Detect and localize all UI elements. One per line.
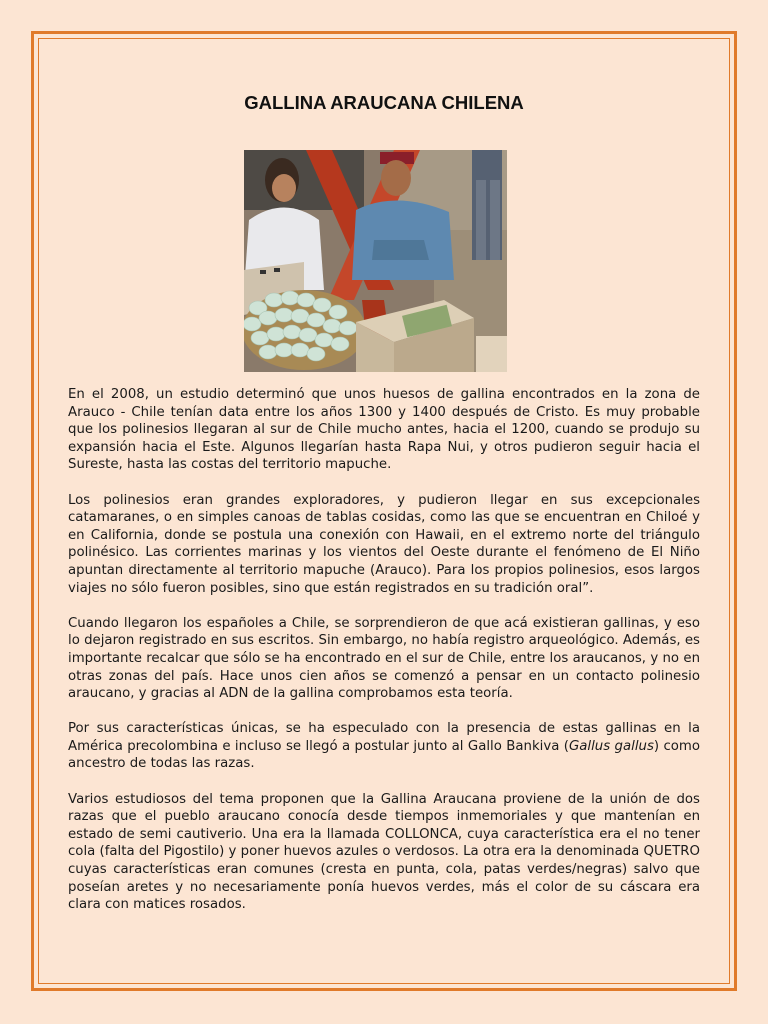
article-body bbox=[68, 386, 700, 931]
paragraph-4-text-before: Por sus características únicas, se ha especulado con la presencia de estas gallinas en la América precolombina e incluso se llegó a postular junto al Gallo Bankiva ( bbox=[68, 721, 700, 754]
paragraph-3: Cuando llegaron los españoles a Chile, se sorprendieron de que acá existieran gallinas, y eso lo dejaron registrado en sus escritos. Sin embargo, no había registro arqueológico. Además, es importante recalcar que sólo se ha encontrado en el sur de Chile, entre los araucanos, y no en otras zonas del país. Hace unos cien años se comenzó a pensar en un contacto polinesio araucano, y gracias al ADN de la gallina comprobamos esta teoría. bbox=[68, 615, 700, 702]
paragraph-4 bbox=[68, 720, 700, 773]
paragraph-4-scientific-name: Gallus gallus bbox=[568, 738, 654, 754]
document-title: GALLINA ARAUCANA CHILENA bbox=[244, 92, 524, 113]
paragraph-1: En el 2008, un estudio determinó que unos huesos de gallina encontrados en la zona de Arauco - Chile tenían data entre los años 1300 y 1400 después de Cristo. Es muy probable que los polinesios llegaran al sur de Chile mucho antes, hacia el 1200, cuando se produjo su expansión hacia el Este. Algunos llegarían hasta Rapa Nui, y otros pudieron seguir hacia el Sureste, hasta las costas del territorio mapuche. bbox=[68, 387, 700, 473]
paragraph-4-text-after: ) como ancestro de todas las razas. bbox=[68, 738, 700, 772]
paragraph-2: Los polinesios eran grandes exploradores, y pudieron llegar en sus excepcionales catamaranes, o en simples canoas de tablas cosidas, como las que se encuentran en Chiloé y en California, donde se postula una conexión con Hawaii, en el extremo norte del triángulo polinésico. Las corrientes marinas y los vientos del Oeste durante el fenómeno de El Niño apuntan directamente al territorio mapuche (Arauco). Para los propios polinesios, esos largos viajes no sólo fueron posibles, sino que están registrados en su tradición oral”. bbox=[68, 492, 700, 596]
article-photo bbox=[244, 150, 507, 372]
paragraph-5: Varios estudiosos del tema proponen que la Gallina Araucana proviene de la unión de dos razas que el pueblo araucano conocía desde tiempos inmemoriales y que mantenían en estado de semi cautiverio. Una era la llamada COLLONCA, cuya característica era el no tener cola (falta del Pigostilo) y poner huevos azules o verdosos. La otra era la denominada QUETRO cuyas características eran comunes (cresta en punta, cola, patas verdes/negras) salvo que poseían aretes y no necesariamente ponía huevos verdes, más el color de su cáscara era clara con matices rosados. bbox=[68, 791, 700, 913]
